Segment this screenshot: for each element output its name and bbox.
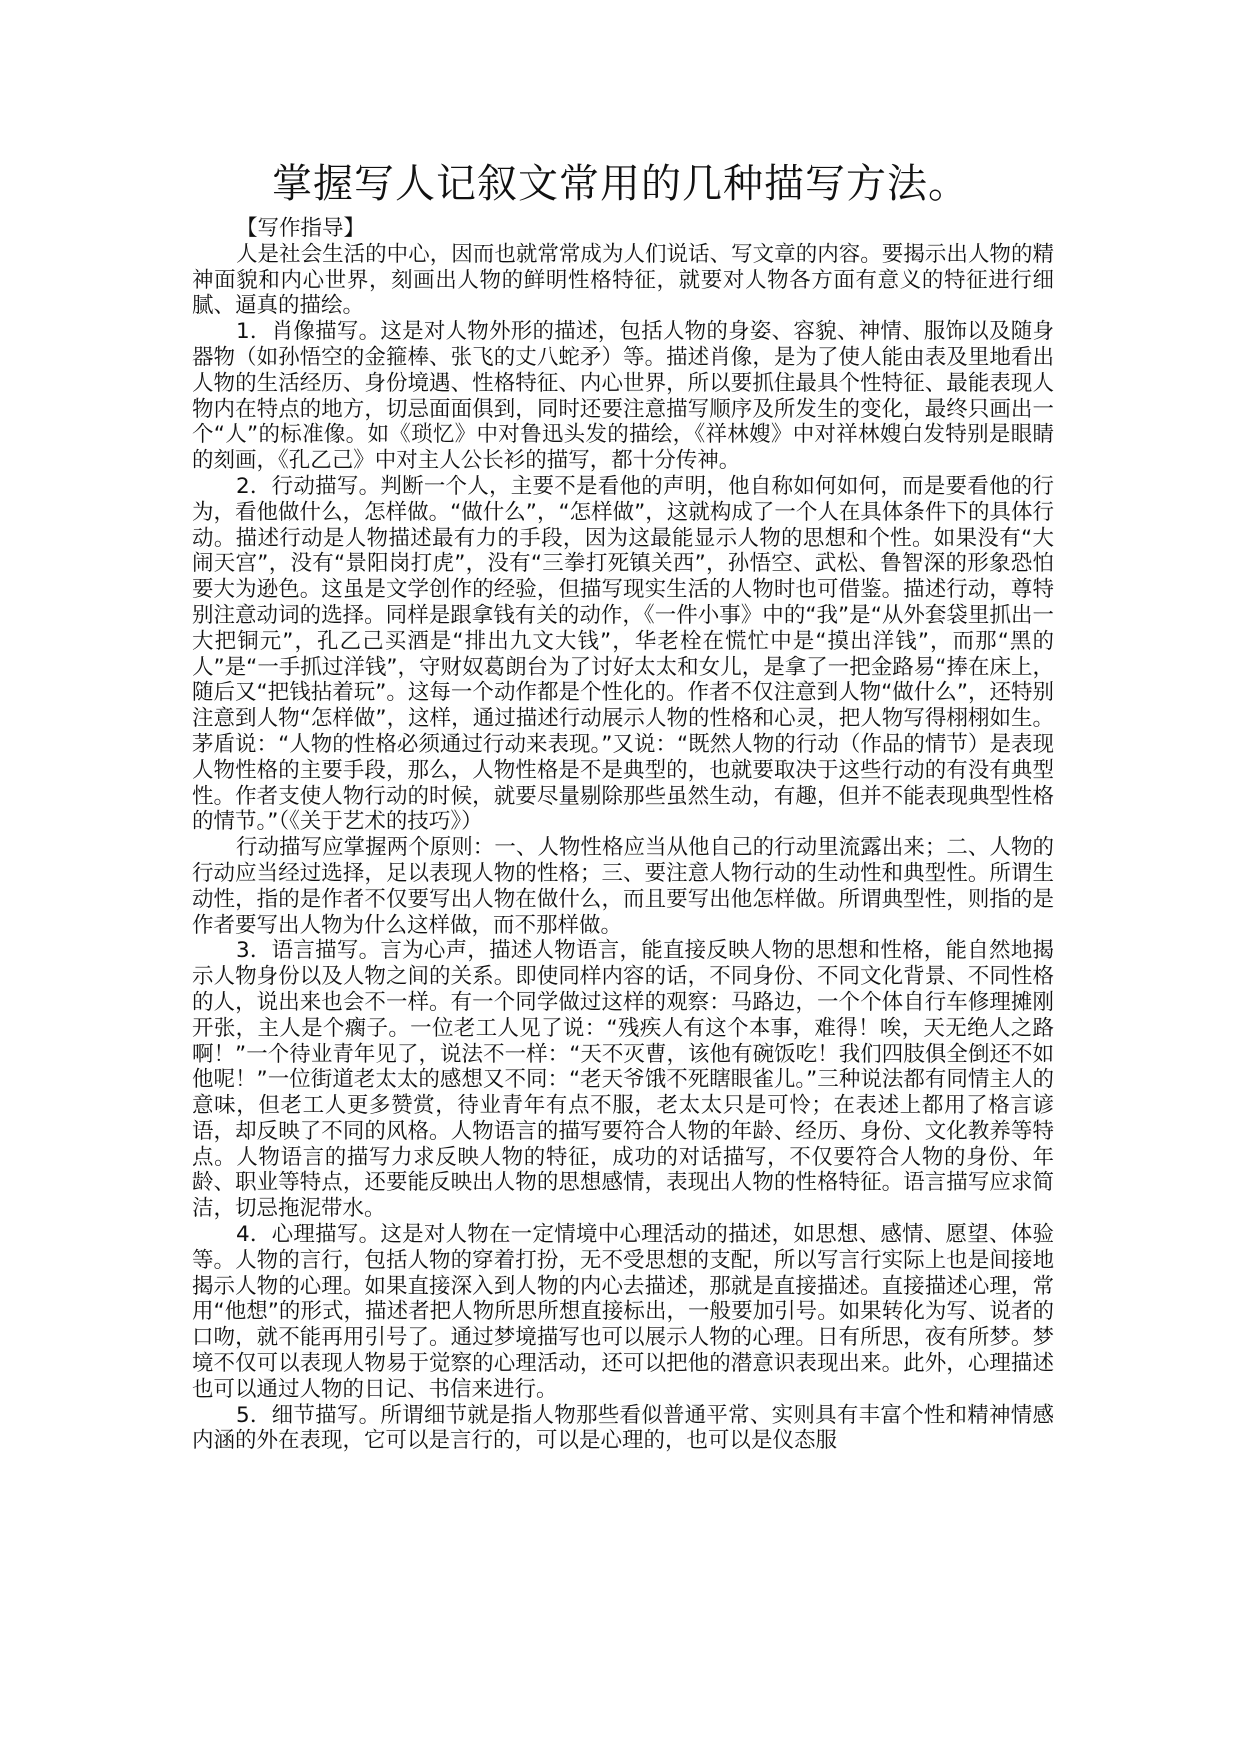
paragraph-action-description: 2．行动描写。判断一个人，主要不是看他的声明，他自称如何如何，而是要看他的行为，看他做什么，怎样做。“做什么”，“怎样做”，这就构成了一个人在具体条件下的具体行动。描述行动是人物描述最有力的手段，因为这最能显示人物的思想和个性。如果没有“大闹天宫”，没有“景阳岗打虎”，没有“三拳打死镇关西”，孙悟空、武松、鲁智深的形象恐怕要大为逊色。这虽是文学创作的经验，但描写现实生活的人物时也可借鉴。描述行动，尊特别注意动词的选择。同样是跟拿钱有关的动作，《一件小事》中的“我”是“从外套袋里抓出一大把铜元”，孔乙己买酒是“排出九文大钱”，华老栓在慌忙中是“摸出洋钱”，而那“黑的人”是“一手抓过洋钱”，守财奴葛朗台为了讨好太太和女儿，是拿了一把金路易“捧在床上，随后又“把钱拈着玩”。这每一个动作都是个性化的。作者不仅注意到人物“做什么”，还特别注意到人物“怎样做”，这样，通过描述行动展示人物的性格和心灵，把人物写得栩栩如生。茅盾说：“人物的性格必须通过行动来表现。”又说：“既然人物的行动（作品的情节）是表现人物性格的主要手段，那么，人物性格是不是典型的，也就要取决于这些行动的有没有典型性。作者支使人物行动的时候，就要尽量剔除那些虽然生动，有趣，但并不能表现典型性格的情节。”（《关于艺术的技巧》） (192, 473, 1054, 835)
paragraph-action-principles: 行动描写应掌握两个原则：一、人物性格应当从他自己的行动里流露出来；二、人物的行动应当经过选择，足以表现人物的性格；三、要注意人物行动的生动性和典型性。所谓生动性，指的是作者不仅要写出人物在做什么，而且要写出他怎样做。所谓典型性，则指的是作者要写出人物为什么这样做，而不那样做。 (192, 835, 1054, 938)
section-heading: 【写作指导】 (236, 216, 366, 241)
paragraph-language-description: 3．语言描写。言为心声，描述人物语言，能直接反映人物的思想和性格，能自然地揭示人物身份以及人物之间的关系。即使同样内容的话，不同身份、不同文化背景、不同性格的人，说出来也会不一样。有一个同学做过这样的观察：马路边，一个个体自行车修理摊刚开张，主人是个瘸子。一位老工人见了说：“残疾人有这个本事，难得！唉，天无绝人之路啊！”一个待业青年见了，说法不一样：“天不灭曹，该他有碗饭吃！我们四肢俱全倒还不如他呢！”一位街道老太太的感想又不同：“老天爷饿不死瞎眼雀儿。”三种说法都有同情主人的意味，但老工人更多赞赏，待业青年有点不服，老太太只是可怜；在表述上都用了格言谚语，却反映了不同的风格。人物语言的描写要符合人物的年龄、经历、身份、文化教养等特点。人物语言的描写力求反映人物的特征，成功的对话描写，不仅要符合人物的身份、年龄、职业等特点，还要能反映出人物的思想感情，表现出人物的性格特征。语言描写应求简洁，切忌拖泥带水。 (192, 938, 1054, 1222)
paragraph-psychological-description: 4．心理描写。这是对人物在一定情境中心理活动的描述，如思想、感情、愿望、体验等。人物的言行，包括人物的穿着打扮，无不受思想的支配，所以写言行实际上也是间接地揭示人物的心理。如果直接深入到人物的内心去描述，那就是直接描述。直接描述心理，常用“他想”的形式，描述者把人物所思所想直接标出，一般要加引号。如果转化为写、说者的口吻，就不能再用引号了。通过梦境描写也可以展示人物的心理。日有所思，夜有所梦。梦境不仅可以表现人物易于觉察的心理活动，还可以把他的潜意识表现出来。此外，心理描述也可以通过人物的日记、书信来进行。 (192, 1222, 1054, 1402)
paragraph-intro: 人是社会生活的中心，因而也就常常成为人们说话、写文章的内容。要揭示出人物的精神面貌和内心世界，刻画出人物的鲜明性格特征，就要对人物各方面有意义的特征进行细腻、逼真的描绘。 (192, 241, 1054, 319)
page-title: 掌握写人记叙文常用的几种描写方法。 (272, 161, 969, 207)
paragraph-detail-description: 5．细节描写。所谓细节就是指人物那些看似普通平常、实则具有丰富个性和精神情感内涵的外在表现，它可以是言行的，可以是心理的，也可以是仪态服 (192, 1402, 1054, 1454)
paragraph-portrait-description: 1．肖像描写。这是对人物外形的描述，包括人物的身姿、容貌、神情、服饰以及随身器物（如孙悟空的金箍棒、张飞的丈八蛇矛）等。描述肖像，是为了使人能由表及里地看出人物的生活经历、身份境遇、性格特征、内心世界，所以要抓住最具个性特征、最能表现人物内在特点的地方，切忌面面俱到，同时还要注意描写顺序及所发生的变化，最终只画出一个“人”的标准像。如《琐忆》中对鲁迅头发的描绘，《祥林嫂》中对祥林嫂白发特别是眼睛的刻画，《孔乙己》中对主人公长衫的描写，都十分传神。 (192, 319, 1054, 474)
document-body (192, 216, 1054, 1454)
